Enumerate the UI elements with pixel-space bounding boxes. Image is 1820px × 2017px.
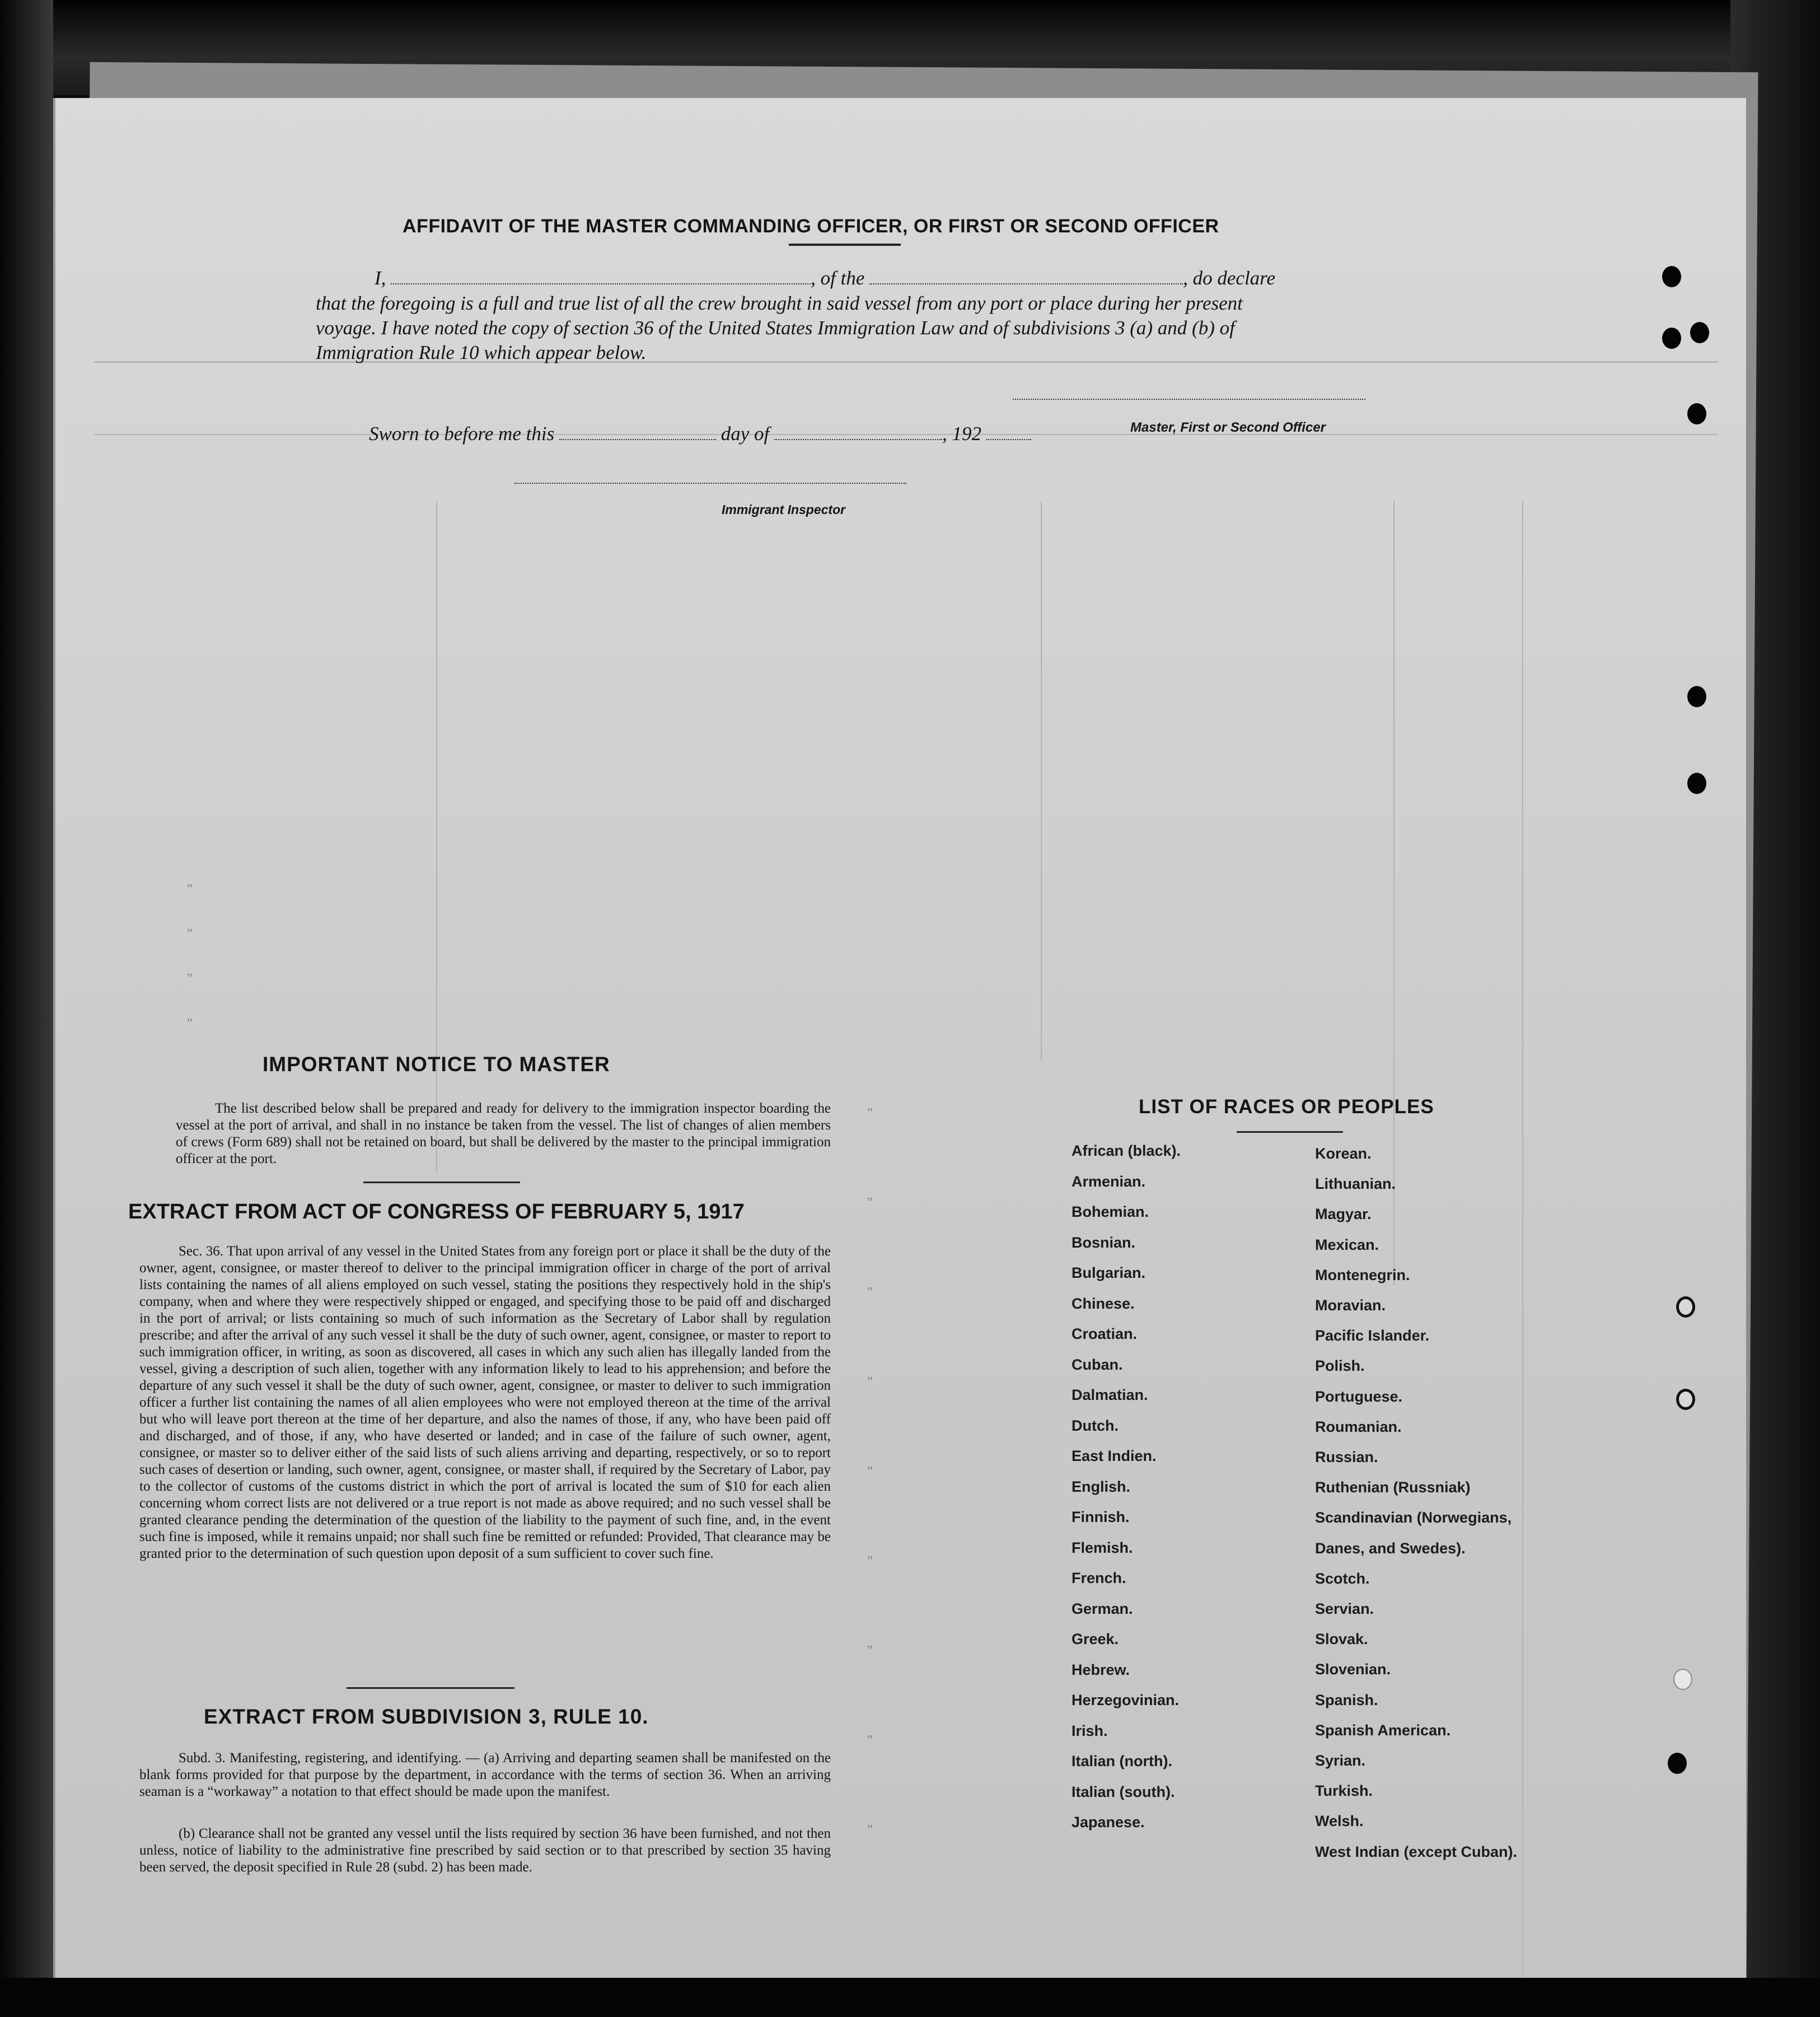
ditto-mark: " [187,927,193,941]
year-label: , 192 [942,423,981,445]
ditto-mark: " [867,1644,873,1658]
extract-act-body: Sec. 36. That upon arrival of any vessel in the United States from any foreign port or place it shall be the duty of the owner, agent, consignee, or master thereof to deliver to the principal immigration officer in charge of the port of arrival lists containing the names of all aliens employed on such vessel, stating the positions they respectively hold in the ship's company, when and where they were respectively shipped or engaged, and specifying those to be paid off and discharged in the port of arrival; or lists containing so much of such information as the Secretary of Labor shall by regulation prescribe; and after the arrival of any such vessel it shall be the duty of such owner, agent, consignee, or master to report to such immigration officer, in writing, as soon as discovered, all cases in which any such alien has illegally landed from the vessel, giving a description of such alien, together with any information likely to lead to his apprehension; and before the departure of any such vessel it shall be the duty of such owner, agent, consignee, or master to deliver to such immigration officer a further list containing the names of all alien employees who were not employed thereon at the time of the arrival but who will leave port thereon at the time of her departure, and also the names of those, if any, who have been paid off and discharged, and of those, if any, who have deserted or landed; and in case of the failure of such owner, agent, consignee, or master so to deliver either of the said lists of such aliens arriving and departing, respectively, or so to report such cases of desertion or landing, such owner, agent, consignee, or master shall, if required by the Secretary of Labor, pay to the collector of customs of the customs district in which the port of arrival is located the sum of $10 for each alien concerning whom correct lists are not delivered or a true report is not made as above required; and no such vessel shall be granted clearance pending the determination of the question of the liability to the payment of such fine, and, in the event such fine is imposed, while it remains unpaid; nor shall such fine be remitted or refunded: Provided, That clearance may be granted prior to the determination of such question upon deposit of a sum sufficient to cover such fine. [139,1244,831,1561]
race-item: Syrian. [1315,1752,1366,1769]
ditto-mark: " [187,1016,193,1031]
race-item: Servian. [1315,1600,1374,1617]
punch-hole [1687,773,1706,794]
extract-act-heading: EXTRACT FROM ACT OF CONGRESS OF FEBRUARY 5, 1917 [128,1200,745,1224]
race-item: Dalmatian. [1072,1386,1148,1403]
title-underline [789,244,901,246]
race-item: Roumanian. [1315,1418,1402,1435]
race-item: Welsh. [1315,1813,1364,1830]
race-item: Lithuanian. [1315,1175,1396,1193]
section-divider [347,1687,514,1689]
extract-rule-heading: EXTRACT FROM SUBDIVISION 3, RULE 10. [204,1705,649,1728]
ditto-mark: " [867,1823,873,1837]
inspector-signature-label: Immigrant Inspector [722,502,846,517]
ditto-mark: " [867,1196,873,1210]
race-item: Danes, and Swedes). [1315,1539,1466,1557]
races-heading: LIST OF RACES OR PEOPLES [1139,1096,1434,1118]
important-notice-heading: IMPORTANT NOTICE TO MASTER [263,1053,610,1076]
important-notice-body: The list described below shall be prepared and ready for delivery to the immigration inspector boarding the vessel at the port of arrival, and shall in no instance be taken from the vessel. The list of changes of alien members of crews (Form 689) shall not be retained on board, but shall be delivered by the master to the principal immigration officer at the port. [176,1101,831,1166]
race-item: Scandinavian (Norwegians, [1315,1509,1512,1526]
race-item: Scotch. [1315,1570,1370,1587]
race-item: Portuguese. [1315,1388,1403,1405]
declarant-name-field [391,283,811,284]
ditto-mark: " [187,972,193,986]
race-item: Chinese. [1072,1295,1135,1312]
race-item: French. [1072,1570,1126,1586]
race-item: Dutch. [1072,1417,1119,1434]
race-item: Croatian. [1072,1325,1138,1342]
race-item: Italian (north). [1072,1753,1172,1769]
vessel-label: , of the [811,267,865,289]
race-item: Mexican. [1315,1236,1379,1253]
sworn-label: Sworn to before me this [369,423,555,445]
race-item: Irish. [1072,1722,1108,1739]
punch-hole [1690,322,1709,343]
race-item: Korean. [1315,1145,1372,1162]
extract-rule-paragraph-b: (b) Clearance shall not be granted any vessel until the lists required by section 36 have been furnished, and not then unless, notice of liability to the administrative fine prescribed by said section or to that prescribed by section 35 having been served, the deposit specified in Rule 28 (subd. 2) has been made. [139,1826,831,1875]
ditto-mark: " [867,1733,873,1748]
race-item: Flemish. [1072,1539,1133,1556]
race-item: Moravian. [1315,1297,1386,1314]
race-item: African (black). [1072,1142,1181,1159]
master-signature-line [1013,399,1365,401]
declare-label: , do declare [1183,267,1276,289]
race-item: Herzegovinian. [1072,1692,1180,1708]
race-item: Bosnian. [1072,1234,1136,1251]
race-item: West Indian (except Cuban). [1315,1843,1518,1860]
races-heading-underline [1237,1131,1343,1133]
scanner-frame-bottom [0,1978,1820,2017]
inspector-signature-line [514,483,906,485]
section-divider [363,1182,520,1183]
document-page [53,98,1746,1993]
ditto-mark: " [867,1554,873,1568]
race-item: Hebrew. [1072,1661,1130,1678]
race-item: Finnish. [1072,1509,1130,1525]
sworn-day-field [559,439,716,440]
race-item: Greek. [1072,1631,1119,1647]
race-item: Bohemian. [1072,1203,1149,1220]
punch-hole [1687,403,1706,424]
affidavit-paragraph-line-1: that the foregoing is a full and true list of all the crew brought in said vessel from any port or place during her present [316,292,1243,314]
race-item: Spanish. [1315,1691,1378,1708]
punch-hole [1668,1753,1687,1774]
punch-hole [1687,686,1706,707]
scanner-frame-left [0,0,53,2017]
punch-hole [1676,1389,1695,1410]
ditto-mark: " [187,882,193,897]
ditto-mark: " [867,1106,873,1120]
extract-rule-paragraph-a: Subd. 3. Manifesting, registering, and identifying. — (a) Arriving and departing seamen shall be manifested on the blank forms provided for that purpose by the department, in accordance with the terms of section 36. When an arriving seaman is a “workaway” a notation to that effect should be made upon the manifest. [139,1750,831,1799]
sworn-year-field [986,439,1031,440]
affidavit-paragraph-line-2: voyage. I have noted the copy of section 36 of the United States Immigration Law and of subdivisions 3 (a) and (b) of [316,317,1235,339]
race-item: Spanish American. [1315,1721,1451,1739]
race-item: Turkish. [1315,1782,1373,1800]
affidavit-paragraph-line-3: Immigration Rule 10 which appear below. [316,342,647,363]
sworn-month-field [774,439,942,440]
day-of-label: day of [720,423,770,445]
punch-hole [1676,1296,1695,1318]
ditto-mark: " [867,1285,873,1300]
race-item: Cuban. [1072,1356,1123,1373]
declarant-label: I, [375,267,386,289]
punch-hole [1673,1669,1692,1690]
race-item: Montenegrin. [1315,1266,1410,1283]
race-item: Slovenian. [1315,1661,1391,1678]
affidavit-declaration-line [375,266,1494,291]
race-item: Pacific Islander. [1315,1327,1430,1344]
sworn-line [369,422,1153,446]
punch-hole [1662,328,1681,349]
race-item: German. [1072,1600,1133,1617]
bleed-through-line [1041,501,1042,1061]
race-item: Russian. [1315,1449,1378,1465]
race-item: Japanese. [1072,1814,1145,1831]
race-item: Armenian. [1072,1173,1146,1190]
ditto-mark: " [867,1464,873,1479]
race-item: Ruthenian (Russniak) [1315,1479,1471,1496]
race-item: Slovak. [1315,1631,1368,1648]
race-item: Bulgarian. [1072,1264,1146,1281]
bleed-through-line [1522,501,1523,2013]
race-item: Magyar. [1315,1206,1372,1223]
race-item: Italian (south). [1072,1783,1175,1800]
race-item: East Indien. [1072,1448,1157,1464]
race-item: Polish. [1315,1357,1365,1375]
master-signature-label: Master, First or Second Officer [1130,420,1326,435]
bleed-through-line [1393,501,1395,1285]
vessel-name-field [869,283,1183,284]
affidavit-title: AFFIDAVIT OF THE MASTER COMMANDING OFFICER, OR FIRST OR SECOND OFFICER [403,216,1219,237]
race-item: English. [1072,1478,1131,1495]
ditto-mark: " [867,1375,873,1389]
punch-hole [1662,266,1681,287]
